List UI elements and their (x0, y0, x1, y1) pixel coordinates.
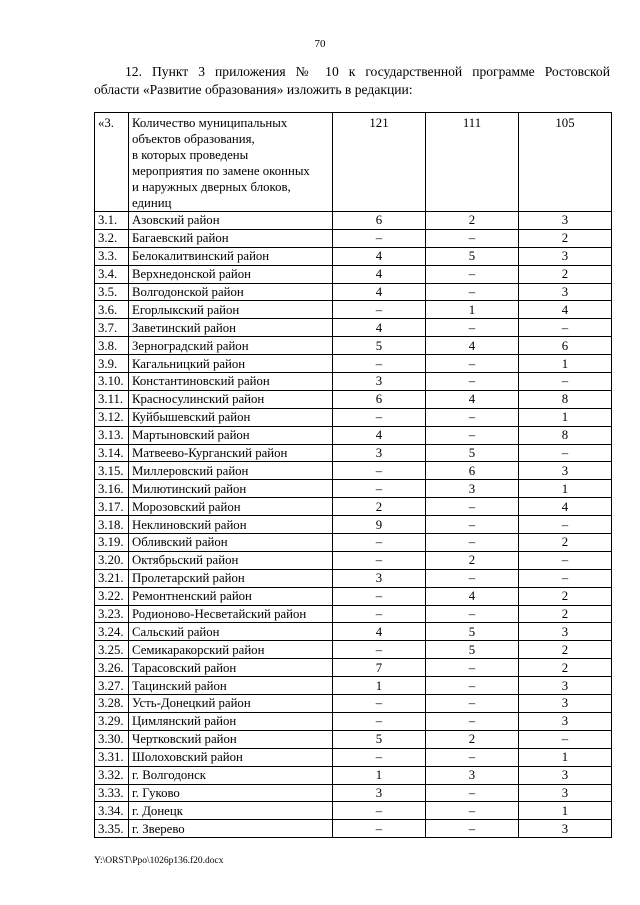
row-value-3: – (519, 551, 612, 569)
row-value-2: – (426, 605, 519, 623)
row-value-3: 2 (519, 229, 612, 247)
table-row (95, 730, 612, 748)
table-row (95, 659, 612, 677)
row-district-name: Семикаракорский район (129, 641, 333, 659)
row-value-3: 1 (519, 480, 612, 498)
row-value-3: 1 (519, 748, 612, 766)
row-value-1: 6 (333, 212, 426, 230)
row-value-1: – (333, 641, 426, 659)
row-number: 3.26. (95, 659, 129, 677)
row-value-3: 3 (519, 712, 612, 730)
row-value-3: – (519, 730, 612, 748)
row-district-name: Егорлыкский район (129, 301, 333, 319)
row-value-2: 4 (426, 390, 519, 408)
table-row (95, 283, 612, 301)
row-value-1: 6 (333, 390, 426, 408)
row-value-1: 7 (333, 659, 426, 677)
row-value-1: – (333, 408, 426, 426)
row-number: 3.13. (95, 426, 129, 444)
table-header-row (95, 113, 612, 212)
table-row (95, 784, 612, 802)
row-value-1: 4 (333, 265, 426, 283)
row-value-3: 3 (519, 766, 612, 784)
row-value-3: – (519, 444, 612, 462)
row-number: 3.7. (95, 319, 129, 337)
row-district-name: Багаевский район (129, 229, 333, 247)
row-value-3: 8 (519, 390, 612, 408)
row-value-3: 2 (519, 659, 612, 677)
row-number: 3.21. (95, 569, 129, 587)
row-number: 3.15. (95, 462, 129, 480)
row-district-name: Кагальницкий район (129, 355, 333, 373)
row-value-2: 5 (426, 641, 519, 659)
row-value-2: – (426, 784, 519, 802)
table-row (95, 498, 612, 516)
row-number: 3.16. (95, 480, 129, 498)
row-value-2: – (426, 229, 519, 247)
row-number: 3.4. (95, 265, 129, 283)
row-value-1: 1 (333, 677, 426, 695)
row-number: 3.10. (95, 373, 129, 391)
row-district-name: Зерноградский район (129, 337, 333, 355)
row-value-2: – (426, 355, 519, 373)
row-number: 3.12. (95, 408, 129, 426)
table-row (95, 212, 612, 230)
row-number: 3.18. (95, 516, 129, 534)
row-value-1: – (333, 534, 426, 552)
table-row (95, 641, 612, 659)
row-value-1: 9 (333, 516, 426, 534)
row-value-2: – (426, 319, 519, 337)
row-value-1: 3 (333, 373, 426, 391)
row-value-1: – (333, 802, 426, 820)
row-number: 3.33. (95, 784, 129, 802)
row-district-name: Волгодонской район (129, 283, 333, 301)
table-row (95, 390, 612, 408)
header-label-line: единиц (132, 196, 172, 210)
row-value-2: – (426, 283, 519, 301)
header-label-line: мероприятия по замене оконных (132, 164, 310, 178)
row-number: 3.35. (95, 820, 129, 838)
row-value-2: – (426, 802, 519, 820)
table-row (95, 820, 612, 838)
row-district-name: Миллеровский район (129, 462, 333, 480)
table-row (95, 480, 612, 498)
page-number: 70 (314, 38, 326, 50)
row-value-3: 8 (519, 426, 612, 444)
row-district-name: Заветинский район (129, 319, 333, 337)
row-value-2: – (426, 677, 519, 695)
row-district-name: Мартыновский район (129, 426, 333, 444)
header-label-line: Количество муниципальных (132, 116, 288, 130)
row-value-3: 1 (519, 802, 612, 820)
row-value-2: 2 (426, 551, 519, 569)
row-district-name: г. Волгодонск (129, 766, 333, 784)
row-value-3: 3 (519, 283, 612, 301)
row-number: 3.2. (95, 229, 129, 247)
row-district-name: Верхнедонской район (129, 265, 333, 283)
row-value-2: – (426, 695, 519, 713)
row-value-3: 4 (519, 498, 612, 516)
row-value-2: – (426, 659, 519, 677)
row-value-1: – (333, 480, 426, 498)
row-value-3: 2 (519, 605, 612, 623)
row-value-2: 2 (426, 212, 519, 230)
header-value-3: 105 (519, 113, 612, 212)
table-row (95, 337, 612, 355)
table-row (95, 677, 612, 695)
row-number: 3.22. (95, 587, 129, 605)
table-row (95, 444, 612, 462)
row-value-2: 6 (426, 462, 519, 480)
row-value-1: 4 (333, 623, 426, 641)
row-district-name: Ремонтненский район (129, 587, 333, 605)
row-value-1: – (333, 605, 426, 623)
row-value-1: 4 (333, 426, 426, 444)
header-label-line: и наружных дверных блоков, (132, 180, 291, 194)
row-value-1: 4 (333, 247, 426, 265)
row-value-1: 3 (333, 784, 426, 802)
row-value-2: – (426, 408, 519, 426)
row-district-name: г. Гуково (129, 784, 333, 802)
row-value-3: 3 (519, 695, 612, 713)
row-value-3: 3 (519, 462, 612, 480)
table-row (95, 766, 612, 784)
indicator-table (94, 112, 612, 838)
table-row (95, 355, 612, 373)
row-number: 3.3. (95, 247, 129, 265)
row-value-3: 3 (519, 212, 612, 230)
row-value-2: – (426, 516, 519, 534)
table-row (95, 373, 612, 391)
intro-line-1: 12. Пункт 3 приложения № 10 к государственной программе Ростовской (125, 64, 610, 79)
row-district-name: г. Донецк (129, 802, 333, 820)
row-value-2: – (426, 569, 519, 587)
row-value-1: 4 (333, 283, 426, 301)
row-value-3: – (519, 373, 612, 391)
row-value-2: 3 (426, 766, 519, 784)
row-district-name: Октябрьский район (129, 551, 333, 569)
table-row (95, 426, 612, 444)
row-number: 3.6. (95, 301, 129, 319)
row-value-2: – (426, 426, 519, 444)
row-value-2: 2 (426, 730, 519, 748)
table-row (95, 247, 612, 265)
row-district-name: Матвеево-Курганский район (129, 444, 333, 462)
row-district-name: Белокалитвинский район (129, 247, 333, 265)
row-district-name: Милютинский район (129, 480, 333, 498)
row-number: 3.23. (95, 605, 129, 623)
row-value-2: – (426, 373, 519, 391)
row-number: 3.20. (95, 551, 129, 569)
row-value-1: 4 (333, 319, 426, 337)
row-district-name: Морозовский район (129, 498, 333, 516)
row-district-name: Цимлянский район (129, 712, 333, 730)
row-value-3: 1 (519, 408, 612, 426)
table-row (95, 229, 612, 247)
table-row (95, 712, 612, 730)
row-number: 3.8. (95, 337, 129, 355)
table-row (95, 605, 612, 623)
row-value-3: 2 (519, 534, 612, 552)
row-value-2: 1 (426, 301, 519, 319)
row-number: 3.1. (95, 212, 129, 230)
table-row (95, 301, 612, 319)
row-number: 3.34. (95, 802, 129, 820)
row-district-name: Шолоховский район (129, 748, 333, 766)
row-number: 3.27. (95, 677, 129, 695)
row-number: 3.28. (95, 695, 129, 713)
row-number: 3.29. (95, 712, 129, 730)
row-value-2: 3 (426, 480, 519, 498)
row-number: 3.24. (95, 623, 129, 641)
header-label-line: в которых проведены (132, 148, 249, 162)
row-number: 3.9. (95, 355, 129, 373)
row-district-name: Тацинский район (129, 677, 333, 695)
table-row (95, 623, 612, 641)
row-value-1: – (333, 462, 426, 480)
table-row (95, 319, 612, 337)
row-value-2: – (426, 748, 519, 766)
table-row (95, 569, 612, 587)
row-value-2: – (426, 712, 519, 730)
row-value-1: – (333, 551, 426, 569)
table-row (95, 265, 612, 283)
intro-line-2: области «Развитие образования» изложить в редакции: (94, 82, 413, 97)
row-value-2: – (426, 265, 519, 283)
footer-file-path: Y:\ORST\Ppo\1026p136.f20.docx (94, 856, 224, 866)
table-row (95, 802, 612, 820)
row-value-3: – (519, 516, 612, 534)
row-value-3: – (519, 319, 612, 337)
row-value-2: – (426, 534, 519, 552)
row-district-name: Неклиновский район (129, 516, 333, 534)
row-district-name: Чертковский район (129, 730, 333, 748)
row-value-1: – (333, 820, 426, 838)
table-row (95, 534, 612, 552)
row-value-2: 4 (426, 587, 519, 605)
row-value-1: 2 (333, 498, 426, 516)
table-row (95, 587, 612, 605)
row-value-2: 4 (426, 337, 519, 355)
row-district-name: г. Зверево (129, 820, 333, 838)
row-district-name: Константиновский район (129, 373, 333, 391)
row-number: 3.30. (95, 730, 129, 748)
row-value-3: 6 (519, 337, 612, 355)
table-row (95, 695, 612, 713)
table-row (95, 408, 612, 426)
row-value-3: 3 (519, 820, 612, 838)
row-value-2: 5 (426, 623, 519, 641)
row-value-2: – (426, 820, 519, 838)
header-number: «3. (95, 113, 129, 212)
row-district-name: Родионово-Несветайский район (129, 605, 333, 623)
row-number: 3.19. (95, 534, 129, 552)
row-number: 3.14. (95, 444, 129, 462)
row-district-name: Сальский район (129, 623, 333, 641)
row-value-3: 4 (519, 301, 612, 319)
row-value-1: 5 (333, 337, 426, 355)
row-number: 3.11. (95, 390, 129, 408)
row-value-1: – (333, 748, 426, 766)
row-value-2: 5 (426, 247, 519, 265)
row-district-name: Куйбышевский район (129, 408, 333, 426)
row-number: 3.25. (95, 641, 129, 659)
table-row (95, 748, 612, 766)
row-value-1: 1 (333, 766, 426, 784)
row-value-1: 3 (333, 444, 426, 462)
row-district-name: Азовский район (129, 212, 333, 230)
row-value-1: – (333, 229, 426, 247)
row-value-1: – (333, 695, 426, 713)
row-value-3: 3 (519, 247, 612, 265)
row-district-name: Красносулинский район (129, 390, 333, 408)
header-indicator-label (129, 113, 333, 212)
table-row (95, 462, 612, 480)
row-number: 3.5. (95, 283, 129, 301)
row-district-name: Обливский район (129, 534, 333, 552)
row-value-3: 3 (519, 623, 612, 641)
intro-paragraph (94, 63, 610, 99)
row-value-3: 2 (519, 265, 612, 283)
row-number: 3.32. (95, 766, 129, 784)
row-value-2: 5 (426, 444, 519, 462)
row-number: 3.17. (95, 498, 129, 516)
row-district-name: Тарасовский район (129, 659, 333, 677)
row-value-3: 3 (519, 784, 612, 802)
row-value-3: – (519, 569, 612, 587)
table-row (95, 516, 612, 534)
header-label-line: объектов образования, (132, 132, 255, 146)
row-value-3: 1 (519, 355, 612, 373)
row-value-3: 2 (519, 641, 612, 659)
header-value-1: 121 (333, 113, 426, 212)
table-row (95, 551, 612, 569)
row-value-1: 3 (333, 569, 426, 587)
row-value-2: – (426, 498, 519, 516)
header-value-2: 111 (426, 113, 519, 212)
row-value-1: – (333, 301, 426, 319)
row-value-3: 3 (519, 677, 612, 695)
row-value-3: 2 (519, 587, 612, 605)
row-district-name: Пролетарский район (129, 569, 333, 587)
row-value-1: – (333, 587, 426, 605)
row-number: 3.31. (95, 748, 129, 766)
row-value-1: – (333, 712, 426, 730)
row-value-1: 5 (333, 730, 426, 748)
row-district-name: Усть-Донецкий район (129, 695, 333, 713)
row-value-1: – (333, 355, 426, 373)
